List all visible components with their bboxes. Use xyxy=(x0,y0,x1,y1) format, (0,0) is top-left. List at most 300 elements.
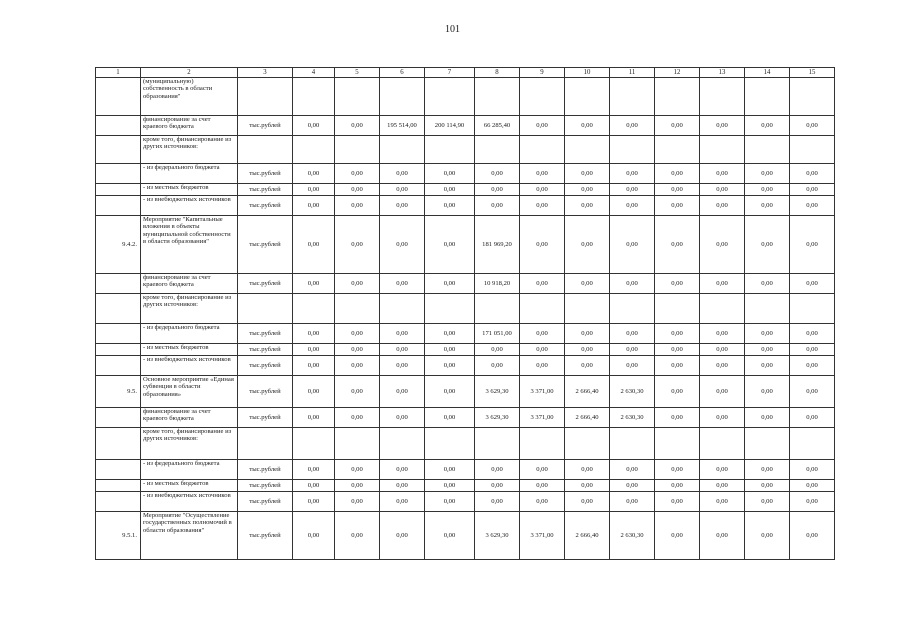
cell-col-13 xyxy=(700,78,745,116)
cell-col-5: 0,00 xyxy=(335,196,380,216)
cell-col-4: 0,00 xyxy=(293,376,335,408)
cell-col-13: 0,00 xyxy=(700,164,745,184)
header-cell-11: 11 xyxy=(610,68,655,78)
cell-col-8: 66 285,40 xyxy=(475,116,520,136)
cell-col-8: 0,00 xyxy=(475,460,520,480)
cell-col-7: 0,00 xyxy=(425,492,475,512)
cell-col-12: 0,00 xyxy=(655,184,700,196)
cell-col-14: 0,00 xyxy=(745,164,790,184)
cell-name: - из внебюджетных источников xyxy=(141,356,238,376)
cell-col-11: 0,00 xyxy=(610,324,655,344)
header-cell-6: 6 xyxy=(380,68,425,78)
table-row xyxy=(96,196,835,216)
cell-col-7 xyxy=(425,78,475,116)
cell-col-14: 0,00 xyxy=(745,344,790,356)
cell-col-9: 0,00 xyxy=(520,164,565,184)
cell-col-5: 0,00 xyxy=(335,480,380,492)
header-cell-4: 4 xyxy=(293,68,335,78)
cell-col-10 xyxy=(565,294,610,324)
table-row xyxy=(96,492,835,512)
table-row xyxy=(96,512,835,560)
cell-col-8: 0,00 xyxy=(475,356,520,376)
header-cell-8: 8 xyxy=(475,68,520,78)
cell-name: - из местных бюджетов xyxy=(141,480,238,492)
cell-col-8 xyxy=(475,428,520,460)
cell-code xyxy=(96,480,141,492)
cell-col-13: 0,00 xyxy=(700,460,745,480)
cell-col-12: 0,00 xyxy=(655,196,700,216)
cell-name: кроме того, финансирование из других источников: xyxy=(141,428,238,460)
cell-col-15: 0,00 xyxy=(790,356,835,376)
cell-col-13: 0,00 xyxy=(700,216,745,274)
cell-name: финансирование за счет краевого бюджета xyxy=(141,408,238,428)
header-row xyxy=(96,68,835,78)
cell-col-5: 0,00 xyxy=(335,492,380,512)
cell-code xyxy=(96,164,141,184)
cell-col-4: 0,00 xyxy=(293,324,335,344)
cell-code xyxy=(96,294,141,324)
cell-col-13: 0,00 xyxy=(700,324,745,344)
cell-col-14: 0,00 xyxy=(745,196,790,216)
cell-col-7: 0,00 xyxy=(425,274,475,294)
cell-col-15: 0,00 xyxy=(790,116,835,136)
cell-code xyxy=(96,116,141,136)
cell-name: - из внебюджетных источников xyxy=(141,492,238,512)
cell-name: финансирование за счет краевого бюджета xyxy=(141,116,238,136)
cell-col-10: 0,00 xyxy=(565,344,610,356)
cell-col-14: 0,00 xyxy=(745,116,790,136)
cell-col-15: 0,00 xyxy=(790,274,835,294)
cell-col-15 xyxy=(790,78,835,116)
cell-col-9: 0,00 xyxy=(520,196,565,216)
cell-col-13 xyxy=(700,294,745,324)
cell-col-11: 2 630,30 xyxy=(610,512,655,560)
cell-unit: тыс.рублей xyxy=(238,196,293,216)
cell-col-8: 171 051,00 xyxy=(475,324,520,344)
cell-col-4: 0,00 xyxy=(293,408,335,428)
table-row xyxy=(96,408,835,428)
cell-col-7 xyxy=(425,428,475,460)
cell-col-11: 0,00 xyxy=(610,274,655,294)
cell-col-6: 0,00 xyxy=(380,408,425,428)
cell-col-6: 0,00 xyxy=(380,274,425,294)
cell-col-14: 0,00 xyxy=(745,492,790,512)
cell-col-6: 0,00 xyxy=(380,512,425,560)
table-row xyxy=(96,480,835,492)
cell-unit: тыс.рублей xyxy=(238,356,293,376)
cell-col-6 xyxy=(380,136,425,164)
cell-name: - из местных бюджетов xyxy=(141,184,238,196)
cell-col-7: 0,00 xyxy=(425,512,475,560)
cell-code xyxy=(96,136,141,164)
cell-col-15: 0,00 xyxy=(790,196,835,216)
cell-col-6 xyxy=(380,294,425,324)
cell-col-4 xyxy=(293,78,335,116)
cell-col-8: 3 629,30 xyxy=(475,376,520,408)
cell-col-10: 0,00 xyxy=(565,492,610,512)
cell-col-10: 0,00 xyxy=(565,164,610,184)
cell-col-10: 0,00 xyxy=(565,480,610,492)
cell-col-9: 0,00 xyxy=(520,184,565,196)
cell-col-14: 0,00 xyxy=(745,480,790,492)
cell-code xyxy=(96,78,141,116)
header-cell-2: 2 xyxy=(141,68,238,78)
table-row xyxy=(96,184,835,196)
table-row xyxy=(96,216,835,274)
cell-col-14: 0,00 xyxy=(745,274,790,294)
table-row xyxy=(96,376,835,408)
cell-col-12: 0,00 xyxy=(655,460,700,480)
cell-col-5 xyxy=(335,428,380,460)
cell-col-10 xyxy=(565,136,610,164)
cell-col-5: 0,00 xyxy=(335,376,380,408)
table-row xyxy=(96,294,835,324)
cell-col-13 xyxy=(700,136,745,164)
header-cell-12: 12 xyxy=(655,68,700,78)
cell-col-5: 0,00 xyxy=(335,274,380,294)
header-cell-13: 13 xyxy=(700,68,745,78)
cell-col-12: 0,00 xyxy=(655,492,700,512)
cell-col-13: 0,00 xyxy=(700,512,745,560)
cell-col-6: 0,00 xyxy=(380,184,425,196)
cell-col-10: 0,00 xyxy=(565,356,610,376)
cell-col-4: 0,00 xyxy=(293,344,335,356)
cell-col-7: 0,00 xyxy=(425,480,475,492)
cell-col-11 xyxy=(610,428,655,460)
cell-col-6: 0,00 xyxy=(380,376,425,408)
cell-col-11: 0,00 xyxy=(610,356,655,376)
cell-col-11: 0,00 xyxy=(610,196,655,216)
cell-col-13: 0,00 xyxy=(700,408,745,428)
cell-col-13: 0,00 xyxy=(700,344,745,356)
cell-col-6: 0,00 xyxy=(380,324,425,344)
table-row xyxy=(96,428,835,460)
cell-unit: тыс.рублей xyxy=(238,324,293,344)
cell-col-4: 0,00 xyxy=(293,460,335,480)
cell-name: кроме того, финансирование из других источников: xyxy=(141,136,238,164)
cell-col-5: 0,00 xyxy=(335,324,380,344)
cell-col-13: 0,00 xyxy=(700,492,745,512)
header-cell-7: 7 xyxy=(425,68,475,78)
cell-code: 9.5.1. xyxy=(96,512,141,560)
cell-col-15: 0,00 xyxy=(790,480,835,492)
cell-col-6 xyxy=(380,428,425,460)
table-row xyxy=(96,274,835,294)
cell-col-14 xyxy=(745,136,790,164)
cell-col-11: 0,00 xyxy=(610,460,655,480)
cell-col-6: 0,00 xyxy=(380,196,425,216)
cell-col-8: 0,00 xyxy=(475,196,520,216)
cell-col-10: 0,00 xyxy=(565,460,610,480)
cell-unit xyxy=(238,78,293,116)
cell-col-15: 0,00 xyxy=(790,512,835,560)
cell-unit xyxy=(238,294,293,324)
cell-col-10: 0,00 xyxy=(565,196,610,216)
cell-col-6: 0,00 xyxy=(380,460,425,480)
table-row xyxy=(96,324,835,344)
cell-col-12: 0,00 xyxy=(655,216,700,274)
cell-col-7: 0,00 xyxy=(425,344,475,356)
cell-col-10: 2 666,40 xyxy=(565,408,610,428)
cell-col-7: 0,00 xyxy=(425,324,475,344)
cell-unit: тыс.рублей xyxy=(238,164,293,184)
cell-name: кроме того, финансирование из других источников: xyxy=(141,294,238,324)
cell-col-15 xyxy=(790,136,835,164)
cell-col-7: 0,00 xyxy=(425,196,475,216)
cell-col-13: 0,00 xyxy=(700,116,745,136)
cell-col-6: 0,00 xyxy=(380,480,425,492)
cell-col-5: 0,00 xyxy=(335,116,380,136)
cell-col-14: 0,00 xyxy=(745,216,790,274)
cell-col-7: 0,00 xyxy=(425,460,475,480)
cell-col-10: 0,00 xyxy=(565,116,610,136)
cell-unit: тыс.рублей xyxy=(238,184,293,196)
cell-col-5: 0,00 xyxy=(335,164,380,184)
cell-unit xyxy=(238,428,293,460)
cell-col-9 xyxy=(520,428,565,460)
cell-col-7 xyxy=(425,294,475,324)
cell-col-12 xyxy=(655,428,700,460)
cell-unit: тыс.рублей xyxy=(238,460,293,480)
cell-col-10: 2 666,40 xyxy=(565,512,610,560)
cell-col-12: 0,00 xyxy=(655,376,700,408)
cell-col-12: 0,00 xyxy=(655,356,700,376)
cell-col-6: 0,00 xyxy=(380,344,425,356)
cell-col-8 xyxy=(475,78,520,116)
cell-col-12: 0,00 xyxy=(655,344,700,356)
cell-col-14: 0,00 xyxy=(745,356,790,376)
cell-name: - из внебюджетных источников xyxy=(141,196,238,216)
cell-col-10 xyxy=(565,428,610,460)
cell-col-5: 0,00 xyxy=(335,216,380,274)
cell-code: 9.4.2. xyxy=(96,216,141,274)
cell-col-5 xyxy=(335,294,380,324)
cell-col-4 xyxy=(293,294,335,324)
cell-col-4: 0,00 xyxy=(293,512,335,560)
header-cell-14: 14 xyxy=(745,68,790,78)
cell-col-10: 0,00 xyxy=(565,274,610,294)
cell-code xyxy=(96,428,141,460)
cell-col-9: 0,00 xyxy=(520,324,565,344)
cell-unit: тыс.рублей xyxy=(238,274,293,294)
cell-col-8 xyxy=(475,136,520,164)
cell-col-9: 3 371,00 xyxy=(520,512,565,560)
cell-col-8: 3 629,30 xyxy=(475,512,520,560)
cell-col-12 xyxy=(655,136,700,164)
table-row xyxy=(96,460,835,480)
cell-col-9: 0,00 xyxy=(520,216,565,274)
cell-col-9: 0,00 xyxy=(520,356,565,376)
cell-col-5: 0,00 xyxy=(335,344,380,356)
cell-col-12: 0,00 xyxy=(655,274,700,294)
cell-col-8: 0,00 xyxy=(475,480,520,492)
cell-code xyxy=(96,184,141,196)
cell-col-4: 0,00 xyxy=(293,492,335,512)
cell-col-4: 0,00 xyxy=(293,274,335,294)
cell-col-10: 0,00 xyxy=(565,324,610,344)
cell-col-9: 0,00 xyxy=(520,344,565,356)
cell-unit: тыс.рублей xyxy=(238,480,293,492)
cell-col-8 xyxy=(475,294,520,324)
cell-col-7: 0,00 xyxy=(425,356,475,376)
table-row xyxy=(96,136,835,164)
cell-code xyxy=(96,492,141,512)
cell-col-11: 0,00 xyxy=(610,116,655,136)
cell-col-12: 0,00 xyxy=(655,480,700,492)
cell-name: (муниципальную) собственность в области образования" xyxy=(141,78,238,116)
cell-col-5: 0,00 xyxy=(335,356,380,376)
cell-col-10: 2 666,40 xyxy=(565,376,610,408)
cell-col-11 xyxy=(610,136,655,164)
cell-col-6: 0,00 xyxy=(380,164,425,184)
cell-col-9: 0,00 xyxy=(520,492,565,512)
cell-col-6: 0,00 xyxy=(380,492,425,512)
cell-col-12 xyxy=(655,78,700,116)
cell-code: 9.5. xyxy=(96,376,141,408)
cell-col-5 xyxy=(335,78,380,116)
header-cell-5: 5 xyxy=(335,68,380,78)
cell-col-15: 0,00 xyxy=(790,164,835,184)
table-row xyxy=(96,356,835,376)
cell-col-8: 10 918,20 xyxy=(475,274,520,294)
cell-col-5: 0,00 xyxy=(335,512,380,560)
cell-col-10: 0,00 xyxy=(565,184,610,196)
cell-col-11: 0,00 xyxy=(610,184,655,196)
cell-col-13: 0,00 xyxy=(700,480,745,492)
cell-col-15: 0,00 xyxy=(790,408,835,428)
header-cell-15: 15 xyxy=(790,68,835,78)
cell-col-11: 0,00 xyxy=(610,492,655,512)
header-cell-10: 10 xyxy=(565,68,610,78)
cell-col-9: 0,00 xyxy=(520,460,565,480)
cell-col-15: 0,00 xyxy=(790,460,835,480)
cell-col-14: 0,00 xyxy=(745,460,790,480)
table-row xyxy=(96,344,835,356)
cell-col-12: 0,00 xyxy=(655,408,700,428)
cell-col-9: 0,00 xyxy=(520,480,565,492)
cell-col-4: 0,00 xyxy=(293,216,335,274)
cell-col-8: 181 969,20 xyxy=(475,216,520,274)
cell-unit: тыс.рублей xyxy=(238,492,293,512)
cell-col-15: 0,00 xyxy=(790,324,835,344)
cell-unit xyxy=(238,136,293,164)
cell-col-12: 0,00 xyxy=(655,116,700,136)
cell-col-9: 3 371,00 xyxy=(520,376,565,408)
cell-col-14: 0,00 xyxy=(745,184,790,196)
cell-col-15: 0,00 xyxy=(790,216,835,274)
cell-col-14 xyxy=(745,78,790,116)
cell-name: Мероприятие "Капитальные вложения в объекты муниципальной собственности в области образования" xyxy=(141,216,238,274)
cell-col-10 xyxy=(565,78,610,116)
cell-col-9 xyxy=(520,136,565,164)
cell-code xyxy=(96,460,141,480)
cell-col-13: 0,00 xyxy=(700,356,745,376)
cell-name: финансирование за счет краевого бюджета xyxy=(141,274,238,294)
cell-unit: тыс.рублей xyxy=(238,344,293,356)
cell-col-4: 0,00 xyxy=(293,164,335,184)
cell-col-12: 0,00 xyxy=(655,324,700,344)
cell-col-10: 0,00 xyxy=(565,216,610,274)
cell-col-11: 0,00 xyxy=(610,480,655,492)
cell-col-5: 0,00 xyxy=(335,184,380,196)
cell-col-8: 0,00 xyxy=(475,164,520,184)
cell-col-7: 0,00 xyxy=(425,408,475,428)
cell-col-5: 0,00 xyxy=(335,460,380,480)
cell-col-15: 0,00 xyxy=(790,376,835,408)
cell-name: - из федерального бюджета xyxy=(141,460,238,480)
cell-col-15: 0,00 xyxy=(790,344,835,356)
cell-col-14: 0,00 xyxy=(745,376,790,408)
cell-col-9 xyxy=(520,294,565,324)
cell-unit: тыс.рублей xyxy=(238,216,293,274)
cell-col-15: 0,00 xyxy=(790,184,835,196)
cell-unit: тыс.рублей xyxy=(238,408,293,428)
cell-unit: тыс.рублей xyxy=(238,116,293,136)
cell-col-6: 0,00 xyxy=(380,216,425,274)
cell-col-11 xyxy=(610,294,655,324)
cell-col-4: 0,00 xyxy=(293,480,335,492)
cell-col-9 xyxy=(520,78,565,116)
cell-name: - из местных бюджетов xyxy=(141,344,238,356)
cell-col-8: 0,00 xyxy=(475,344,520,356)
cell-col-4: 0,00 xyxy=(293,356,335,376)
cell-col-8: 0,00 xyxy=(475,492,520,512)
cell-col-14: 0,00 xyxy=(745,324,790,344)
cell-col-6: 0,00 xyxy=(380,356,425,376)
cell-col-5 xyxy=(335,136,380,164)
cell-col-7: 0,00 xyxy=(425,184,475,196)
cell-col-9: 3 371,00 xyxy=(520,408,565,428)
cell-col-14 xyxy=(745,428,790,460)
cell-col-8: 3 629,30 xyxy=(475,408,520,428)
cell-col-11: 2 630,30 xyxy=(610,408,655,428)
cell-col-11 xyxy=(610,78,655,116)
cell-col-9: 0,00 xyxy=(520,116,565,136)
cell-unit: тыс.рублей xyxy=(238,376,293,408)
cell-col-6: 195 514,00 xyxy=(380,116,425,136)
cell-code xyxy=(96,408,141,428)
cell-col-11: 0,00 xyxy=(610,216,655,274)
cell-col-4 xyxy=(293,136,335,164)
cell-col-7 xyxy=(425,136,475,164)
cell-col-11: 0,00 xyxy=(610,164,655,184)
header-cell-1: 1 xyxy=(96,68,141,78)
cell-col-4: 0,00 xyxy=(293,196,335,216)
cell-col-4 xyxy=(293,428,335,460)
cell-col-4: 0,00 xyxy=(293,184,335,196)
cell-col-12: 0,00 xyxy=(655,512,700,560)
cell-col-11: 2 630,30 xyxy=(610,376,655,408)
cell-col-11: 0,00 xyxy=(610,344,655,356)
header-cell-3: 3 xyxy=(238,68,293,78)
cell-col-13: 0,00 xyxy=(700,274,745,294)
cell-col-15: 0,00 xyxy=(790,492,835,512)
cell-col-15 xyxy=(790,294,835,324)
cell-name: - из федерального бюджета xyxy=(141,324,238,344)
cell-name: Мероприятие "Осуществление государственных полномочий в области образования" xyxy=(141,512,238,560)
cell-col-8: 0,00 xyxy=(475,184,520,196)
page-number: 101 xyxy=(445,24,460,35)
cell-col-15 xyxy=(790,428,835,460)
cell-col-7: 200 114,90 xyxy=(425,116,475,136)
cell-col-5: 0,00 xyxy=(335,408,380,428)
cell-col-13 xyxy=(700,428,745,460)
cell-col-13: 0,00 xyxy=(700,376,745,408)
cell-col-12 xyxy=(655,294,700,324)
table-row xyxy=(96,78,835,116)
cell-name: Основное мероприятие «Единая субвенция в области образования» xyxy=(141,376,238,408)
cell-code xyxy=(96,356,141,376)
